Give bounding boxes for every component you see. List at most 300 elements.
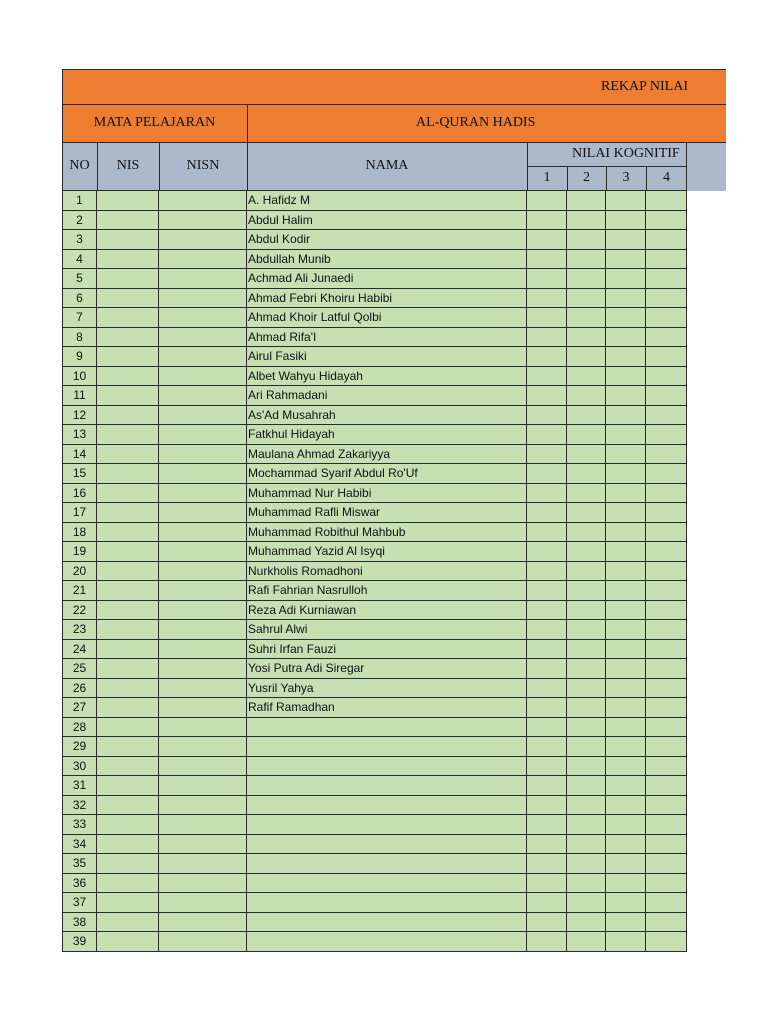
cell-kognitif-4[interactable]	[646, 367, 687, 387]
col-header-no[interactable]	[62, 142, 97, 190]
cell-kognitif-1[interactable]	[527, 640, 567, 660]
cell-kognitif-3[interactable]	[606, 308, 646, 328]
cell-kognitif-2[interactable]	[567, 445, 606, 465]
cell-kognitif-3[interactable]	[606, 328, 646, 348]
cell-no[interactable]: 37	[62, 893, 97, 913]
cell-nis[interactable]	[97, 191, 159, 211]
cell-kognitif-1[interactable]	[527, 737, 567, 757]
cell-kognitif-2[interactable]	[567, 289, 606, 309]
cell-nisn[interactable]	[159, 679, 247, 699]
cell-kognitif-1[interactable]	[527, 698, 567, 718]
cell-kognitif-4[interactable]	[646, 445, 687, 465]
cell-no[interactable]: 29	[62, 737, 97, 757]
cell-kognitif-1[interactable]	[527, 679, 567, 699]
cell-kognitif-4[interactable]	[646, 523, 687, 543]
cell-kognitif-4[interactable]	[646, 893, 687, 913]
cell-kognitif-4[interactable]	[646, 211, 687, 231]
cell-nama[interactable]: Sahrul Alwi	[247, 620, 527, 640]
cell-kognitif-2[interactable]	[567, 328, 606, 348]
cell-nisn[interactable]	[159, 523, 247, 543]
cell-kognitif-3[interactable]	[606, 211, 646, 231]
cell-kognitif-4[interactable]	[646, 289, 687, 309]
cell-kognitif-1[interactable]	[527, 211, 567, 231]
cell-kognitif-4[interactable]	[646, 913, 687, 933]
cell-nis[interactable]	[97, 367, 159, 387]
cell-nama[interactable]	[247, 893, 527, 913]
cell-nisn[interactable]	[159, 932, 247, 952]
cell-kognitif-2[interactable]	[567, 913, 606, 933]
cell-nisn[interactable]	[159, 562, 247, 582]
cell-nisn[interactable]	[159, 815, 247, 835]
cell-kognitif-1[interactable]	[527, 308, 567, 328]
cell-nis[interactable]	[97, 445, 159, 465]
cell-kognitif-3[interactable]	[606, 874, 646, 894]
cell-kognitif-3[interactable]	[606, 406, 646, 426]
cell-nisn[interactable]	[159, 308, 247, 328]
cell-nama[interactable]: Reza Adi Kurniawan	[247, 601, 527, 621]
cell-kognitif-4[interactable]	[646, 640, 687, 660]
cell-kognitif-4[interactable]	[646, 874, 687, 894]
cell-kognitif-2[interactable]	[567, 640, 606, 660]
cell-no[interactable]: 6	[62, 289, 97, 309]
cell-kognitif-4[interactable]	[646, 406, 687, 426]
cell-kognitif-2[interactable]	[567, 386, 606, 406]
cell-nisn[interactable]	[159, 289, 247, 309]
cell-nis[interactable]	[97, 211, 159, 231]
cell-kognitif-4[interactable]	[646, 542, 687, 562]
col-header-kognitif[interactable]	[527, 142, 726, 166]
cell-nama[interactable]: Ahmad Rifa'I	[247, 328, 527, 348]
cell-no[interactable]: 36	[62, 874, 97, 894]
cell-kognitif-3[interactable]	[606, 289, 646, 309]
col-header-k4[interactable]	[646, 166, 687, 190]
cell-nisn[interactable]	[159, 718, 247, 738]
cell-nama[interactable]: Ari Rahmadani	[247, 386, 527, 406]
cell-kognitif-2[interactable]	[567, 562, 606, 582]
cell-kognitif-2[interactable]	[567, 679, 606, 699]
cell-nis[interactable]	[97, 835, 159, 855]
cell-kognitif-1[interactable]	[527, 835, 567, 855]
cell-kognitif-4[interactable]	[646, 757, 687, 777]
cell-nama[interactable]: As'Ad Musahrah	[247, 406, 527, 426]
cell-nisn[interactable]	[159, 230, 247, 250]
cell-kognitif-3[interactable]	[606, 932, 646, 952]
cell-kognitif-4[interactable]	[646, 308, 687, 328]
cell-no[interactable]: 31	[62, 776, 97, 796]
cell-nama[interactable]	[247, 874, 527, 894]
cell-kognitif-4[interactable]	[646, 503, 687, 523]
cell-no[interactable]: 26	[62, 679, 97, 699]
cell-nisn[interactable]	[159, 620, 247, 640]
cell-no[interactable]: 27	[62, 698, 97, 718]
cell-nama[interactable]: Muhammad Rafli Miswar	[247, 503, 527, 523]
cell-kognitif-2[interactable]	[567, 718, 606, 738]
cell-nisn[interactable]	[159, 191, 247, 211]
cell-nisn[interactable]	[159, 386, 247, 406]
cell-nis[interactable]	[97, 328, 159, 348]
cell-kognitif-3[interactable]	[606, 191, 646, 211]
cell-no[interactable]: 13	[62, 425, 97, 445]
cell-kognitif-2[interactable]	[567, 757, 606, 777]
cell-kognitif-3[interactable]	[606, 386, 646, 406]
cell-kognitif-1[interactable]	[527, 406, 567, 426]
cell-nama[interactable]	[247, 776, 527, 796]
cell-no[interactable]: 1	[62, 191, 97, 211]
cell-nis[interactable]	[97, 679, 159, 699]
cell-kognitif-4[interactable]	[646, 601, 687, 621]
cell-kognitif-1[interactable]	[527, 523, 567, 543]
cell-kognitif-2[interactable]	[567, 659, 606, 679]
cell-kognitif-3[interactable]	[606, 425, 646, 445]
cell-nama[interactable]: Abdul Halim	[247, 211, 527, 231]
cell-kognitif-3[interactable]	[606, 776, 646, 796]
cell-no[interactable]: 24	[62, 640, 97, 660]
subject-value-cell[interactable]	[247, 104, 726, 142]
cell-kognitif-1[interactable]	[527, 776, 567, 796]
cell-kognitif-1[interactable]	[527, 893, 567, 913]
cell-nisn[interactable]	[159, 211, 247, 231]
col-header-k1[interactable]	[527, 166, 567, 190]
cell-nis[interactable]	[97, 659, 159, 679]
cell-kognitif-2[interactable]	[567, 854, 606, 874]
cell-no[interactable]: 25	[62, 659, 97, 679]
cell-nis[interactable]	[97, 269, 159, 289]
cell-kognitif-4[interactable]	[646, 191, 687, 211]
cell-kognitif-1[interactable]	[527, 932, 567, 952]
cell-kognitif-3[interactable]	[606, 796, 646, 816]
cell-kognitif-2[interactable]	[567, 601, 606, 621]
cell-kognitif-2[interactable]	[567, 874, 606, 894]
cell-kognitif-2[interactable]	[567, 211, 606, 231]
cell-nis[interactable]	[97, 386, 159, 406]
cell-kognitif-4[interactable]	[646, 484, 687, 504]
cell-kognitif-2[interactable]	[567, 893, 606, 913]
cell-nis[interactable]	[97, 562, 159, 582]
cell-kognitif-2[interactable]	[567, 406, 606, 426]
cell-nama[interactable]	[247, 854, 527, 874]
cell-no[interactable]: 8	[62, 328, 97, 348]
cell-kognitif-2[interactable]	[567, 425, 606, 445]
col-header-nis[interactable]	[97, 142, 159, 190]
cell-nis[interactable]	[97, 698, 159, 718]
cell-no[interactable]: 18	[62, 523, 97, 543]
cell-nama[interactable]: A. Hafidz M	[247, 191, 527, 211]
cell-kognitif-1[interactable]	[527, 581, 567, 601]
cell-nisn[interactable]	[159, 835, 247, 855]
cell-nama[interactable]: Mochammad Syarif Abdul Ro'Uf	[247, 464, 527, 484]
cell-nis[interactable]	[97, 425, 159, 445]
cell-nisn[interactable]	[159, 601, 247, 621]
cell-no[interactable]: 33	[62, 815, 97, 835]
cell-nama[interactable]: Albet Wahyu Hidayah	[247, 367, 527, 387]
col-header-k3[interactable]	[606, 166, 646, 190]
cell-kognitif-4[interactable]	[646, 581, 687, 601]
cell-nisn[interactable]	[159, 854, 247, 874]
cell-kognitif-4[interactable]	[646, 776, 687, 796]
cell-nama[interactable]	[247, 737, 527, 757]
cell-no[interactable]: 9	[62, 347, 97, 367]
cell-nama[interactable]: Fatkhul Hidayah	[247, 425, 527, 445]
cell-nisn[interactable]	[159, 737, 247, 757]
cell-nisn[interactable]	[159, 640, 247, 660]
cell-nama[interactable]: Suhri Irfan Fauzi	[247, 640, 527, 660]
cell-kognitif-1[interactable]	[527, 659, 567, 679]
cell-nisn[interactable]	[159, 269, 247, 289]
cell-kognitif-3[interactable]	[606, 893, 646, 913]
cell-nisn[interactable]	[159, 250, 247, 270]
cell-no[interactable]: 20	[62, 562, 97, 582]
cell-nisn[interactable]	[159, 893, 247, 913]
cell-kognitif-4[interactable]	[646, 737, 687, 757]
cell-kognitif-1[interactable]	[527, 718, 567, 738]
cell-nisn[interactable]	[159, 445, 247, 465]
cell-nis[interactable]	[97, 913, 159, 933]
cell-kognitif-3[interactable]	[606, 562, 646, 582]
col-header-nama[interactable]	[247, 142, 527, 190]
cell-kognitif-1[interactable]	[527, 289, 567, 309]
cell-kognitif-4[interactable]	[646, 562, 687, 582]
cell-nis[interactable]	[97, 737, 159, 757]
cell-nis[interactable]	[97, 874, 159, 894]
cell-nama[interactable]	[247, 932, 527, 952]
cell-nama[interactable]: Maulana Ahmad Zakariyya	[247, 445, 527, 465]
subject-label-cell[interactable]	[62, 104, 247, 142]
cell-kognitif-2[interactable]	[567, 796, 606, 816]
cell-kognitif-3[interactable]	[606, 718, 646, 738]
cell-no[interactable]: 11	[62, 386, 97, 406]
cell-nis[interactable]	[97, 815, 159, 835]
cell-kognitif-1[interactable]	[527, 913, 567, 933]
cell-kognitif-2[interactable]	[567, 542, 606, 562]
cell-nama[interactable]	[247, 913, 527, 933]
cell-nis[interactable]	[97, 776, 159, 796]
cell-nisn[interactable]	[159, 776, 247, 796]
cell-nama[interactable]: Achmad Ali Junaedi	[247, 269, 527, 289]
cell-kognitif-3[interactable]	[606, 757, 646, 777]
cell-kognitif-4[interactable]	[646, 815, 687, 835]
cell-nisn[interactable]	[159, 425, 247, 445]
cell-kognitif-4[interactable]	[646, 464, 687, 484]
cell-no[interactable]: 7	[62, 308, 97, 328]
cell-no[interactable]: 21	[62, 581, 97, 601]
cell-kognitif-1[interactable]	[527, 484, 567, 504]
cell-nama[interactable]	[247, 796, 527, 816]
cell-nama[interactable]: Muhammad Robithul Mahbub	[247, 523, 527, 543]
cell-kognitif-3[interactable]	[606, 601, 646, 621]
cell-no[interactable]: 39	[62, 932, 97, 952]
cell-kognitif-2[interactable]	[567, 523, 606, 543]
cell-kognitif-4[interactable]	[646, 718, 687, 738]
cell-nama[interactable]	[247, 835, 527, 855]
cell-kognitif-4[interactable]	[646, 698, 687, 718]
cell-nama[interactable]: Abdullah Munib	[247, 250, 527, 270]
cell-no[interactable]: 30	[62, 757, 97, 777]
cell-no[interactable]: 14	[62, 445, 97, 465]
cell-kognitif-1[interactable]	[527, 542, 567, 562]
cell-no[interactable]: 22	[62, 601, 97, 621]
cell-nama[interactable]	[247, 757, 527, 777]
cell-nis[interactable]	[97, 503, 159, 523]
cell-no[interactable]: 5	[62, 269, 97, 289]
cell-kognitif-3[interactable]	[606, 367, 646, 387]
cell-nisn[interactable]	[159, 484, 247, 504]
cell-kognitif-4[interactable]	[646, 932, 687, 952]
cell-kognitif-4[interactable]	[646, 347, 687, 367]
cell-no[interactable]: 12	[62, 406, 97, 426]
cell-kognitif-4[interactable]	[646, 328, 687, 348]
cell-nisn[interactable]	[159, 757, 247, 777]
cell-kognitif-2[interactable]	[567, 269, 606, 289]
cell-no[interactable]: 38	[62, 913, 97, 933]
cell-no[interactable]: 34	[62, 835, 97, 855]
cell-kognitif-2[interactable]	[567, 347, 606, 367]
cell-no[interactable]: 15	[62, 464, 97, 484]
cell-nama[interactable]: Muhammad Nur Habibi	[247, 484, 527, 504]
col-header-nisn[interactable]	[159, 142, 247, 190]
cell-kognitif-1[interactable]	[527, 815, 567, 835]
cell-kognitif-1[interactable]	[527, 620, 567, 640]
cell-kognitif-3[interactable]	[606, 581, 646, 601]
cell-no[interactable]: 10	[62, 367, 97, 387]
cell-kognitif-2[interactable]	[567, 250, 606, 270]
cell-kognitif-1[interactable]	[527, 757, 567, 777]
cell-nis[interactable]	[97, 523, 159, 543]
cell-kognitif-3[interactable]	[606, 659, 646, 679]
cell-kognitif-2[interactable]	[567, 191, 606, 211]
cell-kognitif-1[interactable]	[527, 250, 567, 270]
cell-nis[interactable]	[97, 718, 159, 738]
cell-kognitif-2[interactable]	[567, 737, 606, 757]
cell-kognitif-3[interactable]	[606, 542, 646, 562]
cell-nama[interactable]: Airul Fasiki	[247, 347, 527, 367]
cell-kognitif-4[interactable]	[646, 835, 687, 855]
cell-nis[interactable]	[97, 250, 159, 270]
cell-nis[interactable]	[97, 347, 159, 367]
cell-nama[interactable]: Rafif Ramadhan	[247, 698, 527, 718]
cell-nis[interactable]	[97, 542, 159, 562]
cell-kognitif-1[interactable]	[527, 562, 567, 582]
cell-kognitif-4[interactable]	[646, 796, 687, 816]
cell-kognitif-4[interactable]	[646, 659, 687, 679]
cell-kognitif-2[interactable]	[567, 503, 606, 523]
cell-nama[interactable]: Yusril Yahya	[247, 679, 527, 699]
cell-nis[interactable]	[97, 640, 159, 660]
cell-nis[interactable]	[97, 932, 159, 952]
cell-nis[interactable]	[97, 620, 159, 640]
cell-kognitif-4[interactable]	[646, 620, 687, 640]
cell-no[interactable]: 19	[62, 542, 97, 562]
cell-kognitif-2[interactable]	[567, 698, 606, 718]
cell-kognitif-3[interactable]	[606, 913, 646, 933]
cell-kognitif-1[interactable]	[527, 874, 567, 894]
cell-kognitif-3[interactable]	[606, 523, 646, 543]
cell-kognitif-4[interactable]	[646, 425, 687, 445]
cell-kognitif-2[interactable]	[567, 835, 606, 855]
cell-kognitif-1[interactable]	[527, 464, 567, 484]
cell-kognitif-4[interactable]	[646, 230, 687, 250]
cell-kognitif-3[interactable]	[606, 620, 646, 640]
cell-nis[interactable]	[97, 854, 159, 874]
cell-kognitif-1[interactable]	[527, 796, 567, 816]
cell-kognitif-3[interactable]	[606, 640, 646, 660]
cell-kognitif-2[interactable]	[567, 308, 606, 328]
cell-nama[interactable]: Yosi Putra Adi Siregar	[247, 659, 527, 679]
cell-kognitif-3[interactable]	[606, 445, 646, 465]
cell-nis[interactable]	[97, 601, 159, 621]
cell-nama[interactable]: Nurkholis Romadhoni	[247, 562, 527, 582]
cell-kognitif-3[interactable]	[606, 835, 646, 855]
cell-nis[interactable]	[97, 230, 159, 250]
cell-kognitif-2[interactable]	[567, 581, 606, 601]
cell-nis[interactable]	[97, 581, 159, 601]
cell-nisn[interactable]	[159, 659, 247, 679]
cell-no[interactable]: 23	[62, 620, 97, 640]
cell-nama[interactable]	[247, 815, 527, 835]
cell-kognitif-3[interactable]	[606, 230, 646, 250]
cell-kognitif-3[interactable]	[606, 484, 646, 504]
cell-kognitif-4[interactable]	[646, 250, 687, 270]
cell-kognitif-1[interactable]	[527, 854, 567, 874]
cell-kognitif-3[interactable]	[606, 737, 646, 757]
cell-no[interactable]: 17	[62, 503, 97, 523]
cell-kognitif-4[interactable]	[646, 679, 687, 699]
cell-kognitif-4[interactable]	[646, 854, 687, 874]
cell-kognitif-2[interactable]	[567, 367, 606, 387]
cell-nama[interactable]: Muhammad Yazid Al Isyqi	[247, 542, 527, 562]
cell-nama[interactable]	[247, 718, 527, 738]
cell-nisn[interactable]	[159, 328, 247, 348]
cell-nisn[interactable]	[159, 464, 247, 484]
cell-kognitif-3[interactable]	[606, 679, 646, 699]
cell-kognitif-1[interactable]	[527, 191, 567, 211]
cell-no[interactable]: 3	[62, 230, 97, 250]
cell-kognitif-3[interactable]	[606, 503, 646, 523]
cell-kognitif-1[interactable]	[527, 367, 567, 387]
cell-kognitif-2[interactable]	[567, 484, 606, 504]
cell-nis[interactable]	[97, 464, 159, 484]
cell-kognitif-1[interactable]	[527, 445, 567, 465]
cell-no[interactable]: 4	[62, 250, 97, 270]
cell-nama[interactable]: Rafi Fahrian Nasrulloh	[247, 581, 527, 601]
cell-no[interactable]: 32	[62, 796, 97, 816]
cell-kognitif-1[interactable]	[527, 503, 567, 523]
col-header-k2[interactable]	[567, 166, 606, 190]
cell-nis[interactable]	[97, 757, 159, 777]
cell-kognitif-1[interactable]	[527, 386, 567, 406]
cell-kognitif-3[interactable]	[606, 464, 646, 484]
cell-nis[interactable]	[97, 484, 159, 504]
cell-nis[interactable]	[97, 308, 159, 328]
cell-nisn[interactable]	[159, 913, 247, 933]
cell-nis[interactable]	[97, 796, 159, 816]
cell-kognitif-2[interactable]	[567, 815, 606, 835]
cell-kognitif-1[interactable]	[527, 230, 567, 250]
cell-nisn[interactable]	[159, 874, 247, 894]
cell-no[interactable]: 16	[62, 484, 97, 504]
cell-kognitif-3[interactable]	[606, 347, 646, 367]
cell-no[interactable]: 2	[62, 211, 97, 231]
cell-nisn[interactable]	[159, 503, 247, 523]
cell-kognitif-3[interactable]	[606, 250, 646, 270]
cell-kognitif-2[interactable]	[567, 620, 606, 640]
cell-kognitif-2[interactable]	[567, 932, 606, 952]
cell-nis[interactable]	[97, 406, 159, 426]
cell-no[interactable]: 28	[62, 718, 97, 738]
cell-kognitif-1[interactable]	[527, 425, 567, 445]
cell-kognitif-4[interactable]	[646, 386, 687, 406]
cell-kognitif-1[interactable]	[527, 601, 567, 621]
cell-nisn[interactable]	[159, 796, 247, 816]
